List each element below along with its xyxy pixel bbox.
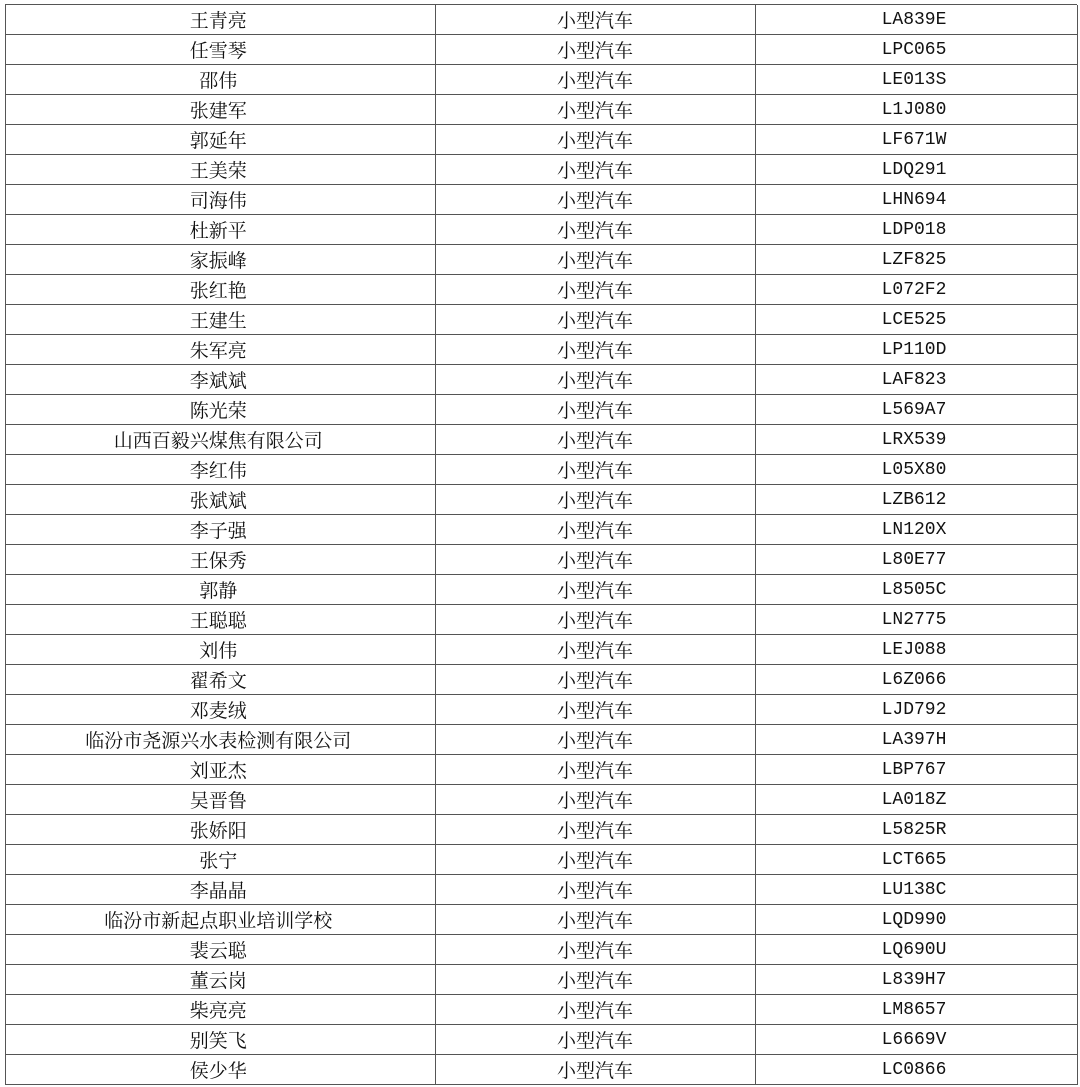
table-row xyxy=(6,545,1077,575)
table-row xyxy=(6,965,1077,995)
plate-number-cell[interactable]: L569A7 xyxy=(755,395,1077,425)
table-row xyxy=(6,335,1077,365)
owner-name-cell[interactable]: 王保秀 xyxy=(6,545,435,575)
plate-number-cell[interactable]: LBP767 xyxy=(755,755,1077,785)
owner-name-cell[interactable]: 郭延年 xyxy=(6,125,435,155)
plate-number-cell[interactable]: LA839E xyxy=(755,5,1077,35)
vehicle-type-cell[interactable]: 小型汽车 xyxy=(435,305,755,335)
vehicle-table xyxy=(6,5,1078,1085)
owner-name-cell[interactable]: 王青亮 xyxy=(6,5,435,35)
vehicle-type-cell[interactable]: 小型汽车 xyxy=(435,125,755,155)
plate-number-cell[interactable]: LN120X xyxy=(755,515,1077,545)
vehicle-type-cell[interactable]: 小型汽车 xyxy=(435,725,755,755)
plate-number-cell[interactable]: LM8657 xyxy=(755,995,1077,1025)
vehicle-type-cell[interactable]: 小型汽车 xyxy=(435,215,755,245)
owner-name-cell[interactable]: 张娇阳 xyxy=(6,815,435,845)
owner-name-cell[interactable]: 刘伟 xyxy=(6,635,435,665)
owner-name-cell[interactable]: 张宁 xyxy=(6,845,435,875)
plate-number-cell[interactable]: LDQ291 xyxy=(755,155,1077,185)
owner-name-cell[interactable]: 杜新平 xyxy=(6,215,435,245)
plate-number-cell[interactable]: LDP018 xyxy=(755,215,1077,245)
owner-name-cell[interactable]: 李晶晶 xyxy=(6,875,435,905)
vehicle-type-cell[interactable]: 小型汽车 xyxy=(435,545,755,575)
table-row xyxy=(6,815,1077,845)
table-row xyxy=(6,5,1077,35)
owner-name-cell[interactable]: 翟希文 xyxy=(6,665,435,695)
owner-name-cell[interactable]: 家振峰 xyxy=(6,245,435,275)
vehicle-type-cell[interactable]: 小型汽车 xyxy=(435,755,755,785)
plate-number-cell[interactable]: LHN694 xyxy=(755,185,1077,215)
table-row xyxy=(6,515,1077,545)
vehicle-type-cell[interactable]: 小型汽车 xyxy=(435,515,755,545)
vehicle-type-cell[interactable]: 小型汽车 xyxy=(435,5,755,35)
owner-name-cell[interactable]: 张红艳 xyxy=(6,275,435,305)
owner-name-cell[interactable]: 裴云聪 xyxy=(6,935,435,965)
table-row xyxy=(6,275,1077,305)
plate-number-cell[interactable]: LZB612 xyxy=(755,485,1077,515)
plate-number-cell[interactable]: LF671W xyxy=(755,125,1077,155)
plate-number-cell[interactable]: L80E77 xyxy=(755,545,1077,575)
plate-number-cell[interactable]: L05X80 xyxy=(755,455,1077,485)
owner-name-cell[interactable]: 侯少华 xyxy=(6,1055,435,1085)
owner-name-cell[interactable]: 山西百毅兴煤焦有限公司 xyxy=(6,425,435,455)
plate-number-cell[interactable]: LQ690U xyxy=(755,935,1077,965)
plate-number-cell[interactable]: LA018Z xyxy=(755,785,1077,815)
table-row xyxy=(6,875,1077,905)
plate-number-cell[interactable]: L6Z066 xyxy=(755,665,1077,695)
vehicle-type-cell[interactable]: 小型汽车 xyxy=(435,485,755,515)
owner-name-cell[interactable]: 刘亚杰 xyxy=(6,755,435,785)
table-row xyxy=(6,215,1077,245)
table-row xyxy=(6,125,1077,155)
owner-name-cell[interactable]: 张建军 xyxy=(6,95,435,125)
plate-number-cell[interactable]: L6669V xyxy=(755,1025,1077,1055)
table-row xyxy=(6,845,1077,875)
plate-number-cell[interactable]: L5825R xyxy=(755,815,1077,845)
owner-name-cell[interactable]: 朱军亮 xyxy=(6,335,435,365)
table-row xyxy=(6,155,1077,185)
owner-name-cell[interactable]: 李子强 xyxy=(6,515,435,545)
table-row xyxy=(6,995,1077,1025)
plate-number-cell[interactable]: LAF823 xyxy=(755,365,1077,395)
owner-name-cell[interactable]: 任雪琴 xyxy=(6,35,435,65)
vehicle-type-cell[interactable]: 小型汽车 xyxy=(435,1025,755,1055)
vehicle-type-cell[interactable]: 小型汽车 xyxy=(435,635,755,665)
owner-name-cell[interactable]: 王美荣 xyxy=(6,155,435,185)
table-row xyxy=(6,425,1077,455)
table-row xyxy=(6,725,1077,755)
plate-number-cell[interactable]: LU138C xyxy=(755,875,1077,905)
vehicle-type-cell[interactable]: 小型汽车 xyxy=(435,695,755,725)
plate-number-cell[interactable]: LQD990 xyxy=(755,905,1077,935)
vehicle-type-cell[interactable]: 小型汽车 xyxy=(435,965,755,995)
vehicle-type-cell[interactable]: 小型汽车 xyxy=(435,845,755,875)
plate-number-cell[interactable]: LCE525 xyxy=(755,305,1077,335)
vehicle-type-cell[interactable]: 小型汽车 xyxy=(435,875,755,905)
plate-number-cell[interactable]: L1J080 xyxy=(755,95,1077,125)
plate-number-cell[interactable]: LC0866 xyxy=(755,1055,1077,1085)
table-row xyxy=(6,1025,1077,1055)
owner-name-cell[interactable]: 别笑飞 xyxy=(6,1025,435,1055)
vehicle-type-cell[interactable]: 小型汽车 xyxy=(435,275,755,305)
table-row xyxy=(6,785,1077,815)
owner-name-cell[interactable]: 郭静 xyxy=(6,575,435,605)
vehicle-type-cell[interactable]: 小型汽车 xyxy=(435,455,755,485)
plate-number-cell[interactable]: LN2775 xyxy=(755,605,1077,635)
plate-number-cell[interactable]: LZF825 xyxy=(755,245,1077,275)
owner-name-cell[interactable]: 邵伟 xyxy=(6,65,435,95)
table-row xyxy=(6,485,1077,515)
table-row xyxy=(6,35,1077,65)
plate-number-cell[interactable]: LCT665 xyxy=(755,845,1077,875)
table-row xyxy=(6,575,1077,605)
owner-name-cell[interactable]: 李斌斌 xyxy=(6,365,435,395)
table-row xyxy=(6,935,1077,965)
table-row xyxy=(6,695,1077,725)
owner-name-cell[interactable]: 李红伟 xyxy=(6,455,435,485)
plate-number-cell[interactable]: LE013S xyxy=(755,65,1077,95)
owner-name-cell[interactable]: 吴晋鲁 xyxy=(6,785,435,815)
plate-number-cell[interactable]: LP110D xyxy=(755,335,1077,365)
owner-name-cell[interactable]: 柴亮亮 xyxy=(6,995,435,1025)
owner-name-cell[interactable]: 临汾市新起点职业培训学校 xyxy=(6,905,435,935)
table-row xyxy=(6,65,1077,95)
table-row xyxy=(6,755,1077,785)
table-row xyxy=(6,365,1077,395)
vehicle-type-cell[interactable]: 小型汽车 xyxy=(435,995,755,1025)
owner-name-cell[interactable]: 董云岗 xyxy=(6,965,435,995)
table-row xyxy=(6,305,1077,335)
vehicle-table-body xyxy=(6,5,1077,1085)
plate-number-cell[interactable]: LRX539 xyxy=(755,425,1077,455)
vehicle-type-cell[interactable]: 小型汽车 xyxy=(435,365,755,395)
table-row xyxy=(6,635,1077,665)
table-row xyxy=(6,665,1077,695)
plate-number-cell[interactable]: L072F2 xyxy=(755,275,1077,305)
vehicle-type-cell[interactable]: 小型汽车 xyxy=(435,785,755,815)
vehicle-type-cell[interactable]: 小型汽车 xyxy=(435,905,755,935)
vehicle-type-cell[interactable]: 小型汽车 xyxy=(435,245,755,275)
table-row xyxy=(6,245,1077,275)
owner-name-cell[interactable]: 司海伟 xyxy=(6,185,435,215)
plate-number-cell[interactable]: LA397H xyxy=(755,725,1077,755)
table-row xyxy=(6,905,1077,935)
vehicle-type-cell[interactable]: 小型汽车 xyxy=(435,335,755,365)
vehicle-type-cell[interactable]: 小型汽车 xyxy=(435,35,755,65)
plate-number-cell[interactable]: LEJ088 xyxy=(755,635,1077,665)
table-row xyxy=(6,605,1077,635)
vehicle-type-cell[interactable]: 小型汽车 xyxy=(435,425,755,455)
plate-number-cell[interactable]: LJD792 xyxy=(755,695,1077,725)
vehicle-type-cell[interactable]: 小型汽车 xyxy=(435,575,755,605)
table-row xyxy=(6,455,1077,485)
table-row xyxy=(6,1055,1077,1085)
owner-name-cell[interactable]: 临汾市尧源兴水表检测有限公司 xyxy=(6,725,435,755)
vehicle-type-cell[interactable]: 小型汽车 xyxy=(435,665,755,695)
owner-name-cell[interactable]: 王聪聪 xyxy=(6,605,435,635)
vehicle-type-cell[interactable]: 小型汽车 xyxy=(435,155,755,185)
table-row xyxy=(6,185,1077,215)
owner-name-cell[interactable]: 陈光荣 xyxy=(6,395,435,425)
vehicle-type-cell[interactable]: 小型汽车 xyxy=(435,815,755,845)
vehicle-type-cell[interactable]: 小型汽车 xyxy=(435,1055,755,1085)
table-row xyxy=(6,95,1077,125)
plate-number-cell[interactable]: LPC065 xyxy=(755,35,1077,65)
table-row xyxy=(6,395,1077,425)
plate-number-cell[interactable]: L839H7 xyxy=(755,965,1077,995)
vehicle-type-cell[interactable]: 小型汽车 xyxy=(435,605,755,635)
owner-name-cell[interactable]: 王建生 xyxy=(6,305,435,335)
vehicle-type-cell[interactable]: 小型汽车 xyxy=(435,185,755,215)
vehicle-type-cell[interactable]: 小型汽车 xyxy=(435,935,755,965)
vehicle-registration-sheet xyxy=(5,4,1077,1085)
vehicle-type-cell[interactable]: 小型汽车 xyxy=(435,95,755,125)
vehicle-type-cell[interactable]: 小型汽车 xyxy=(435,395,755,425)
owner-name-cell[interactable]: 张斌斌 xyxy=(6,485,435,515)
plate-number-cell[interactable]: L8505C xyxy=(755,575,1077,605)
vehicle-type-cell[interactable]: 小型汽车 xyxy=(435,65,755,95)
owner-name-cell[interactable]: 邓麦绒 xyxy=(6,695,435,725)
